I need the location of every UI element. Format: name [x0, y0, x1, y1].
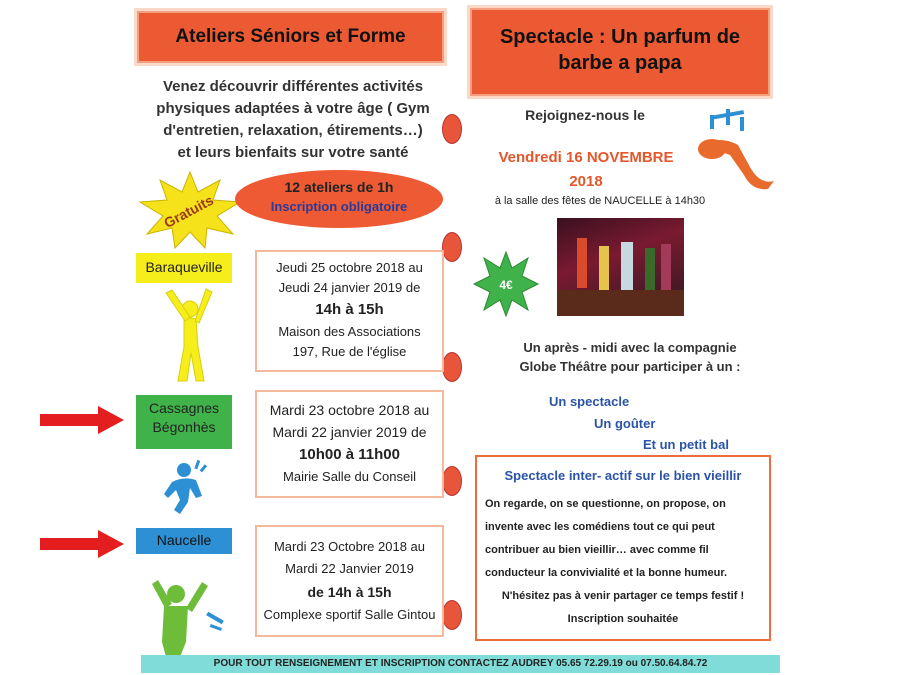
spectacle-title: Spectacle : Un parfum de barbe a papa — [470, 8, 770, 96]
interactive-show-box — [475, 455, 771, 641]
orange-dot — [442, 114, 462, 144]
town-label-naucelle: Naucelle — [136, 528, 232, 554]
afternoon-text: Un après - midi avec la compagnie Globe Théâtre pour participer à un : — [519, 340, 741, 374]
blue-figure-icon — [162, 458, 212, 516]
session-box-baraqueville: Jeudi 25 octobre 2018 au Jeudi 24 janvier 2019 de 14h à 15h Maison des Associations 197, Rue de l'église — [255, 250, 444, 372]
item-gouter: Un goûter — [594, 416, 656, 431]
red-arrow-icon — [40, 530, 124, 558]
trumpet-icon — [690, 105, 780, 195]
price-star-badge — [472, 250, 540, 318]
session-box-naucelle: Mardi 23 Octobre 2018 au Mardi 22 Janvier 2019 de 14h à 15h Complexe sportif Salle Gintou — [255, 525, 444, 637]
join-text: Rejoignez-nous le — [525, 107, 645, 123]
orange-dot — [442, 352, 462, 382]
town-label-baraqueville: Baraqueville — [136, 253, 232, 283]
price-label: 4€ — [499, 278, 513, 292]
ateliers-ellipse: 12 ateliers de 1h Inscription obligatoire — [235, 170, 443, 228]
ateliers-title: Ateliers Séniors et Forme — [137, 11, 444, 63]
theatre-photo — [557, 218, 684, 316]
orange-dot — [442, 600, 462, 630]
venue-text: à la salle des fêtes de NAUCELLE à 14h30 — [494, 195, 706, 207]
orange-dot — [442, 232, 462, 262]
gratuits-star-badge — [135, 170, 245, 250]
intro-text: Venez découvrir différentes activités physiques adaptées à votre âge ( Gym d'entretien, relaxation, étirements…) et leurs bienfaits sur votre santé — [156, 78, 430, 161]
town-label-cassagnes: Cassagnes Bégonhès — [136, 395, 232, 449]
box-text: On regarde, on se questionne, on propose, on invente avec les comédiens tout ce qui peut contribuer au bien vieillir… avec comme fil conducteur la convivialité et la bonne humeur. N'hésitez pas à venir partager ce temps festif ! Inscription souhaitée — [485, 498, 745, 625]
orange-dot — [442, 466, 462, 496]
event-date: Vendredi 16 NOVEMBRE 2018 — [498, 149, 674, 190]
box-title: Spectacle inter- actif sur le bien vieillir — [504, 468, 742, 483]
contact-footer: POUR TOUT RENSEIGNEMENT ET INSCRIPTION CONTACTEZ AUDREY 05.65 72.29.19 ou 07.50.64.84.72 — [141, 655, 780, 673]
session-box-cassagnes: Mardi 23 octobre 2018 au Mardi 22 janvier 2019 de 10h00 à 11h00 Mairie Salle du Conseil — [255, 390, 444, 498]
red-arrow-icon — [40, 406, 124, 434]
item-spectacle: Un spectacle — [549, 394, 630, 409]
green-figure-icon — [150, 572, 230, 657]
yellow-figure-icon — [160, 285, 220, 385]
gratuits-label: Gratuits — [161, 191, 217, 232]
item-bal: Et un petit bal — [643, 437, 729, 452]
